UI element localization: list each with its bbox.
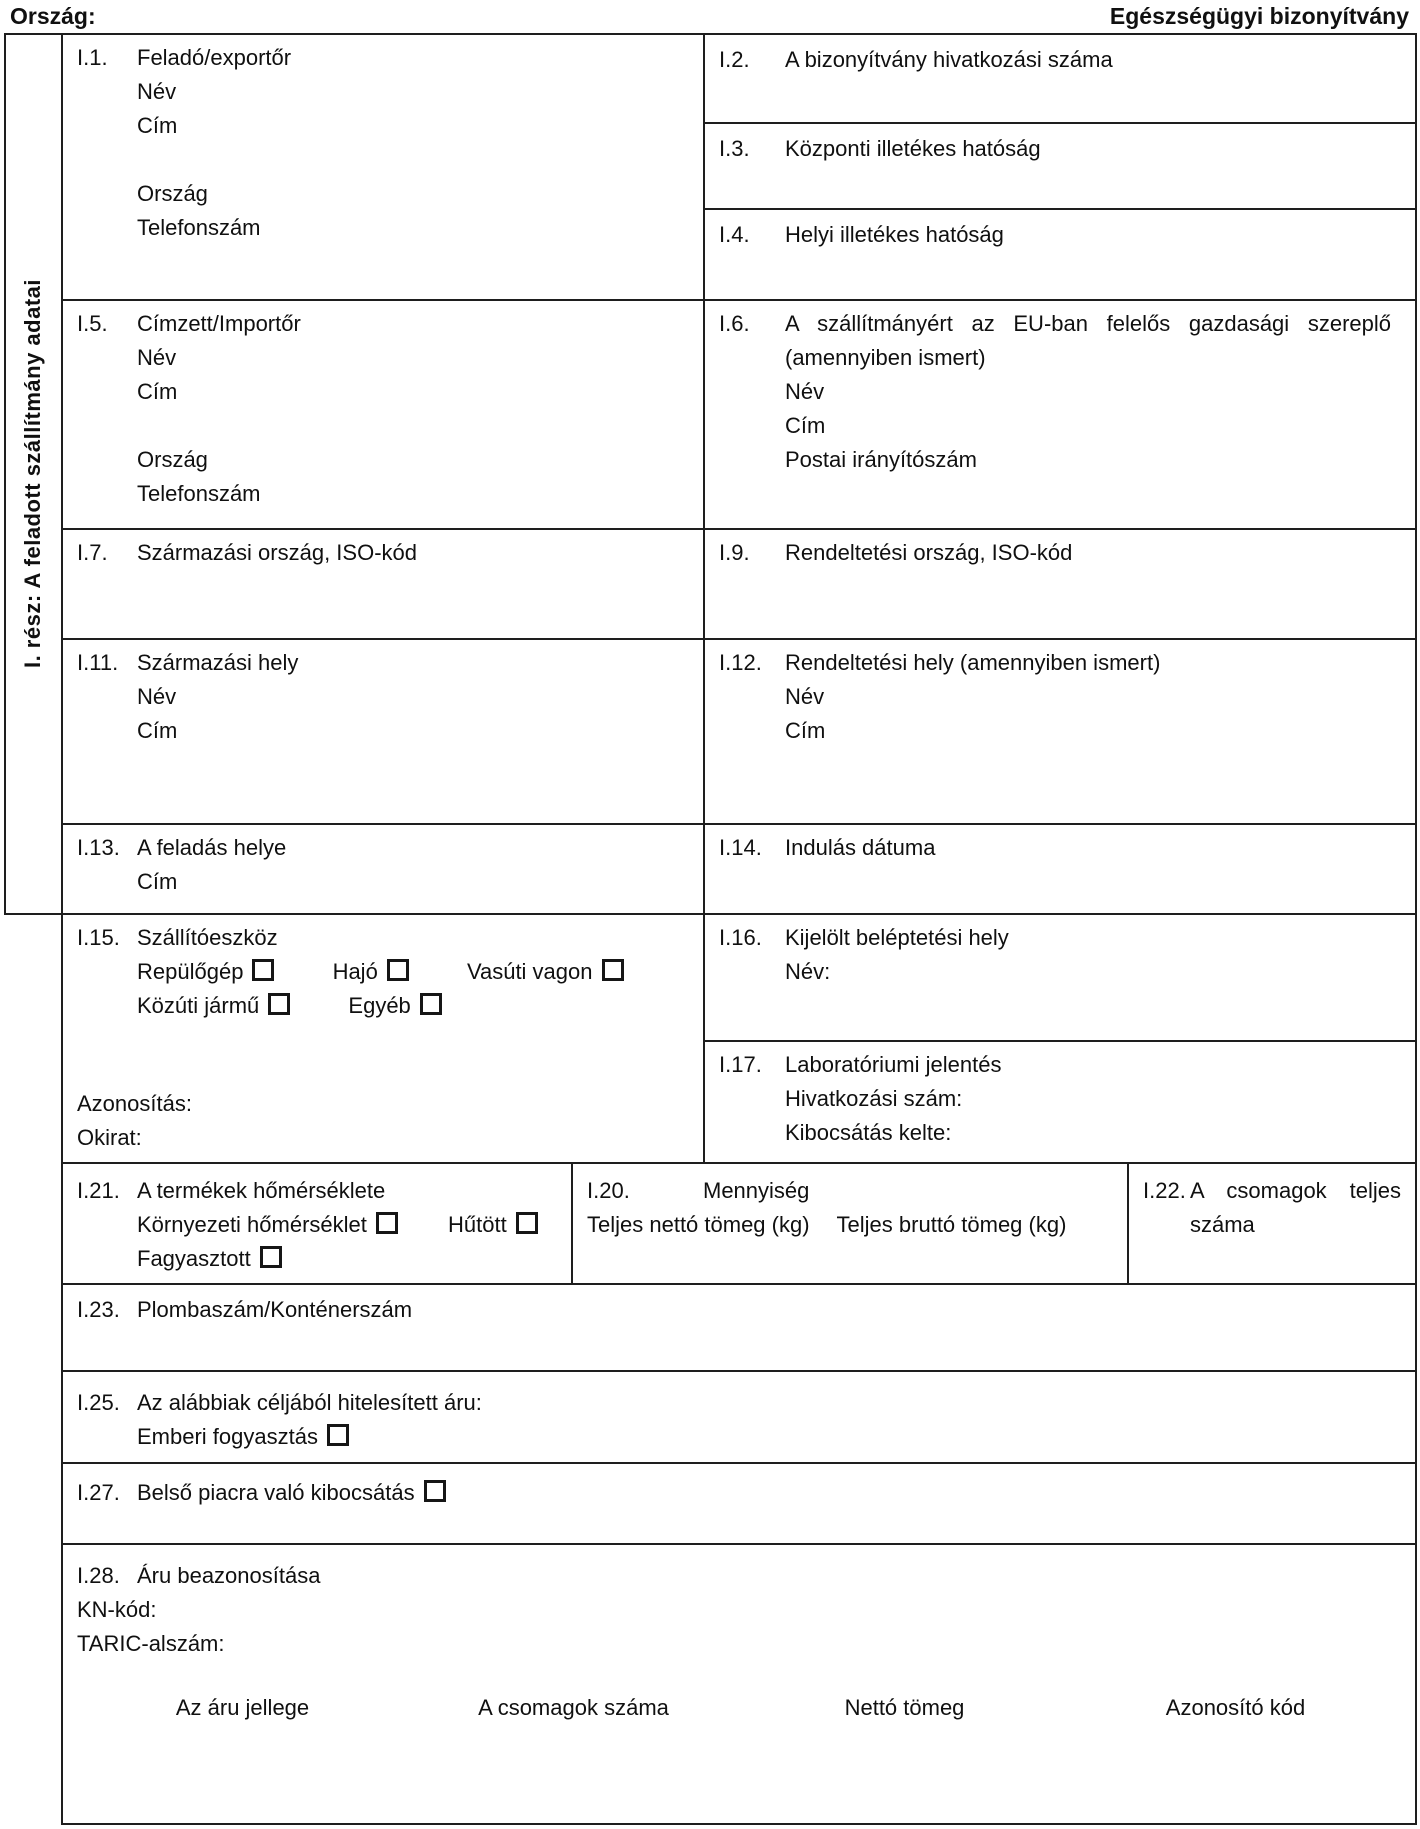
- box-i5-consignee: [61, 299, 703, 528]
- box-number: I.21.: [77, 1178, 120, 1203]
- checkbox-road-vehicle[interactable]: [268, 993, 290, 1015]
- field-label-name: Név: [137, 684, 177, 709]
- field-label-country: Ország: [137, 181, 208, 206]
- checkbox-ambient-temperature[interactable]: [376, 1212, 398, 1234]
- box-title: Áru beazonosítása: [137, 1563, 321, 1588]
- box-number: I.5.: [77, 311, 108, 336]
- box-number: I.11.: [77, 650, 119, 675]
- box-number: I.12.: [719, 650, 762, 675]
- page-title: Egészségügyi bizonyítvány: [1109, 3, 1409, 29]
- box-title: A bizonyítvány hivatkozási száma: [785, 47, 1113, 72]
- box-i11-place-of-origin: [61, 638, 703, 823]
- part-one-sidebar-label: I. rész: A feladott szállítmány adatai: [19, 279, 45, 669]
- box-title: A szállítmányért az EU-ban felelős gazdasági szereplő (amennyiben ismert): [785, 311, 1391, 370]
- box-number: I.28.: [77, 1563, 120, 1588]
- temperature-option-label: Hűtött: [448, 1212, 507, 1237]
- temperature-option-label: Fagyasztott: [137, 1246, 251, 1271]
- box-number: I.17.: [719, 1052, 762, 1077]
- box-i6-responsible-operator: [703, 299, 1415, 528]
- box-i17-laboratory-report: [703, 1040, 1415, 1162]
- box-title: Származási hely: [137, 650, 299, 675]
- box-i12-place-of-destination: [703, 638, 1415, 823]
- box-title: Szállítóeszköz: [137, 925, 278, 950]
- field-label-address: Cím: [137, 113, 178, 138]
- box-title: A csomagok teljes száma: [1190, 1178, 1401, 1237]
- box-i25-goods-certified-for: [61, 1370, 1415, 1462]
- box-title: Indulás dátuma: [785, 835, 936, 860]
- transport-option-label: Hajó: [332, 959, 378, 984]
- field-label-address: Cím: [785, 718, 826, 743]
- field-label-phone: Telefonszám: [137, 481, 261, 506]
- field-label-reference-number: Hivatkozási szám:: [785, 1086, 963, 1111]
- box-i28-goods-identification: [61, 1543, 1415, 1825]
- checkbox-airplane[interactable]: [252, 959, 274, 981]
- box-number: I.6.: [719, 311, 750, 336]
- checkbox-other-transport[interactable]: [420, 993, 442, 1015]
- box-title: A termékek hőmérséklete: [137, 1178, 386, 1203]
- box-number: I.25.: [77, 1390, 120, 1415]
- box-number: I.16.: [719, 925, 762, 950]
- checkbox-chilled[interactable]: [516, 1212, 538, 1234]
- field-label-phone: Telefonszám: [137, 215, 261, 240]
- box-title: A feladás helye: [137, 835, 287, 860]
- box-i27-internal-market: [61, 1462, 1415, 1543]
- field-label-document: Okirat:: [77, 1125, 142, 1150]
- checkbox-railway-wagon[interactable]: [602, 959, 624, 981]
- field-label-address: Cím: [785, 413, 826, 438]
- field-label-issue-date: Kibocsátás kelte:: [785, 1120, 952, 1145]
- box-i21-product-temperature: [61, 1162, 571, 1283]
- box-i9-country-of-destination: [703, 528, 1415, 638]
- box-i13-place-of-loading: [61, 823, 703, 913]
- part-one-sidebar: [4, 33, 61, 915]
- box-i1-consignor: [61, 33, 703, 299]
- box-number: I.4.: [719, 222, 750, 247]
- field-label-address: Cím: [137, 718, 178, 743]
- box-i7-country-of-origin: [61, 528, 703, 638]
- goods-column-package-count: A csomagok száma: [478, 1695, 669, 1720]
- goods-table-header-row: [77, 1691, 1401, 1725]
- field-label-country: Ország: [137, 447, 208, 472]
- transport-option-label: Vasúti vagon: [466, 959, 593, 984]
- field-label-identification: Azonosítás:: [77, 1091, 192, 1116]
- field-label-gross-weight: Teljes bruttó tömeg (kg): [836, 1212, 1067, 1237]
- box-number: I.9.: [719, 540, 750, 565]
- goods-column-identification-code: Azonosító kód: [1165, 1695, 1306, 1720]
- goods-column-net-weight: Nettó tömeg: [844, 1695, 965, 1720]
- field-label-address: Cím: [137, 379, 178, 404]
- box-i22-total-packages: [1127, 1162, 1415, 1283]
- field-label-postal-code: Postai irányítószám: [785, 447, 977, 472]
- box-title: Laboratóriumi jelentés: [785, 1052, 1002, 1077]
- field-label-name: Név: [785, 379, 825, 404]
- box-title: Származási ország, ISO-kód: [137, 540, 417, 565]
- box-number: I.7.: [77, 540, 108, 565]
- box-number: I.2.: [719, 47, 750, 72]
- box-number: I.15.: [77, 925, 120, 950]
- box-i4-local-authority: [703, 208, 1415, 299]
- box-number: I.1.: [77, 45, 108, 70]
- box-title: Helyi illetékes hatóság: [785, 222, 1004, 247]
- box-title: Plombaszám/Konténerszám: [137, 1297, 413, 1322]
- grid-line: [1415, 33, 1417, 1825]
- field-label-cn-code: KN-kód:: [77, 1597, 157, 1622]
- box-i15-means-of-transport: [61, 913, 703, 1162]
- purpose-option-label: Emberi fogyasztás: [137, 1424, 318, 1449]
- checkbox-frozen[interactable]: [260, 1246, 282, 1268]
- field-label-address: Cím: [137, 869, 178, 894]
- box-title: Rendeltetési ország, ISO-kód: [785, 540, 1073, 565]
- box-number: I.14.: [719, 835, 762, 860]
- field-label-taric-code: TARIC-alszám:: [77, 1631, 225, 1656]
- transport-option-label: Közúti jármű: [137, 993, 260, 1018]
- goods-column-nature: Az áru jellege: [175, 1695, 310, 1720]
- field-label-name: Név:: [785, 959, 831, 984]
- checkbox-human-consumption[interactable]: [327, 1424, 349, 1446]
- box-i14-date-of-departure: [703, 823, 1415, 913]
- box-i2-certificate-reference: [703, 33, 1415, 122]
- box-number: I.20.: [587, 1178, 630, 1203]
- temperature-option-label: Környezeti hőmérséklet: [137, 1212, 367, 1237]
- box-title: Kijelölt beléptetési hely: [785, 925, 1009, 950]
- field-label-name: Név: [137, 79, 177, 104]
- checkbox-ship[interactable]: [387, 959, 409, 981]
- transport-option-label: Repülőgép: [137, 959, 244, 984]
- box-number: I.27.: [77, 1480, 120, 1505]
- box-i20-quantity: [571, 1162, 1127, 1283]
- field-label-name: Név: [137, 345, 177, 370]
- field-label-name: Név: [785, 684, 825, 709]
- box-number: I.3.: [719, 136, 750, 161]
- transport-option-label: Egyéb: [348, 993, 411, 1018]
- box-title: Rendeltetési hely (amennyiben ismert): [785, 650, 1161, 675]
- box-i16-entry-point: [703, 913, 1415, 1040]
- box-title: Mennyiség: [703, 1178, 810, 1203]
- country-header-label: Ország:: [10, 3, 96, 29]
- checkbox-internal-market[interactable]: [424, 1480, 446, 1502]
- box-title: Címzett/Importőr: [137, 311, 301, 336]
- box-i23-seal-container-number: [61, 1283, 1415, 1370]
- box-i3-central-authority: [703, 122, 1415, 208]
- box-title: Központi illetékes hatóság: [785, 136, 1041, 161]
- box-number: I.23.: [77, 1297, 120, 1322]
- box-title: Az alábbiak céljából hitelesített áru:: [137, 1390, 482, 1415]
- box-title: Belső piacra való kibocsátás: [137, 1480, 415, 1505]
- box-title: Feladó/exportőr: [137, 45, 292, 70]
- box-number: I.13.: [77, 835, 120, 860]
- box-number: I.22.: [1143, 1178, 1186, 1203]
- field-label-net-weight: Teljes nettó tömeg (kg): [587, 1212, 810, 1237]
